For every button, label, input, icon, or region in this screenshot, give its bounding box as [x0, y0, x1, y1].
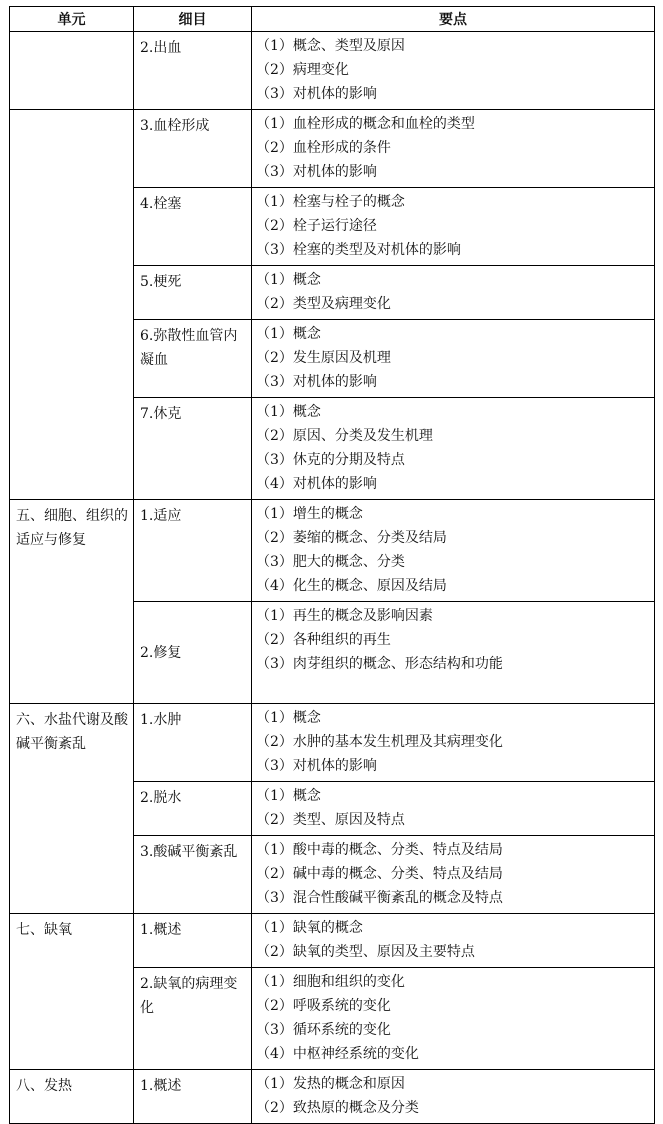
item-label: 2.脱水 — [140, 790, 182, 806]
point-line: （2）原因、分类及发生机理 — [256, 428, 433, 444]
point-line: （2）类型、原因及特点 — [256, 812, 405, 828]
point-line: （3）肉芽组织的概念、形态结构和功能 — [256, 656, 503, 672]
point-line: （2）病理变化 — [256, 62, 349, 78]
unit-label: 七、缺氧 — [16, 922, 72, 938]
point-line: （1）酸中毒的概念、分类、特点及结局 — [256, 842, 503, 858]
item-label: 6.弥散性血管内凝血 — [140, 328, 238, 368]
point-line: （1）缺氧的概念 — [256, 920, 363, 936]
item-cell — [134, 320, 252, 398]
table-row — [10, 500, 655, 602]
points-cell — [252, 836, 655, 914]
item-cell — [134, 500, 252, 602]
point-line — [256, 676, 654, 700]
points-cell — [252, 110, 655, 188]
point-line: （2）呼吸系统的变化 — [256, 998, 391, 1014]
point-line: （1）血栓形成的概念和血栓的类型 — [256, 116, 475, 132]
item-label: 2.出血 — [140, 40, 182, 56]
item-cell — [134, 188, 252, 266]
header-points: 要点 — [252, 7, 655, 32]
table-row — [10, 914, 655, 968]
point-line: （1）栓塞与栓子的概念 — [256, 194, 405, 210]
point-line: （3）对机体的影响 — [256, 164, 377, 180]
point-line: （4）对机体的影响 — [256, 476, 377, 492]
points-cell — [252, 320, 655, 398]
points-cell — [252, 782, 655, 836]
points-cell — [252, 704, 655, 782]
item-label: 1.概述 — [140, 922, 182, 938]
point-line: （1）概念、类型及原因 — [256, 38, 405, 54]
point-line: （1）再生的概念及影响因素 — [256, 608, 433, 624]
point-line: （2）致热原的概念及分类 — [256, 1100, 419, 1116]
point-line: （1）概念 — [256, 710, 321, 726]
item-cell — [134, 266, 252, 320]
points-cell — [252, 1070, 655, 1124]
point-line: （2）血栓形成的条件 — [256, 140, 391, 156]
table-body — [10, 32, 655, 1124]
unit-cell — [10, 32, 134, 110]
unit-label: 八、发热 — [16, 1078, 72, 1094]
header-unit: 单元 — [10, 7, 134, 32]
table-header-row — [10, 7, 655, 32]
item-label: 1.概述 — [140, 1078, 182, 1094]
table-row — [10, 32, 655, 110]
point-line: （2）碱中毒的概念、分类、特点及结局 — [256, 866, 503, 882]
unit-cell — [10, 500, 134, 704]
point-line: （1）增生的概念 — [256, 506, 363, 522]
point-line: （1）细胞和组织的变化 — [256, 974, 405, 990]
item-label: 5.梗死 — [140, 274, 182, 290]
item-cell — [134, 602, 252, 704]
point-line: （3）循环系统的变化 — [256, 1022, 391, 1038]
item-label: 3.血栓形成 — [140, 118, 210, 134]
unit-cell — [10, 914, 134, 1070]
item-cell — [134, 398, 252, 500]
item-label: 7.休克 — [140, 406, 182, 422]
item-label: 2.修复 — [140, 644, 182, 661]
point-line: （3）栓塞的类型及对机体的影响 — [256, 242, 461, 258]
unit-cell — [10, 704, 134, 914]
point-line: （1）概念 — [256, 788, 321, 804]
points-cell — [252, 188, 655, 266]
point-line: （3）对机体的影响 — [256, 758, 377, 774]
unit-label: 五、细胞、组织的适应与修复 — [16, 508, 128, 548]
point-line: （3）对机体的影响 — [256, 86, 377, 102]
item-cell — [134, 32, 252, 110]
points-cell — [252, 968, 655, 1070]
item-cell — [134, 704, 252, 782]
point-line: （2）栓子运行途径 — [256, 218, 377, 234]
item-cell — [134, 836, 252, 914]
item-cell — [134, 782, 252, 836]
item-cell — [134, 110, 252, 188]
header-item: 细目 — [134, 7, 252, 32]
unit-cell — [10, 1070, 134, 1124]
point-line: （1）发热的概念和原因 — [256, 1076, 405, 1092]
item-cell — [134, 914, 252, 968]
item-label: 2.缺氧的病理变化 — [140, 976, 238, 1016]
points-cell — [252, 914, 655, 968]
point-line: （3）肥大的概念、分类 — [256, 554, 405, 570]
item-label: 1.适应 — [140, 508, 182, 524]
point-line: （3）对机体的影响 — [256, 374, 377, 390]
point-line: （4）中枢神经系统的变化 — [256, 1046, 419, 1062]
point-line: （2）水肿的基本发生机理及其病理变化 — [256, 734, 503, 750]
point-line: （3）休克的分期及特点 — [256, 452, 405, 468]
point-line: （2）萎缩的概念、分类及结局 — [256, 530, 447, 546]
table-row — [10, 110, 655, 188]
points-cell — [252, 266, 655, 320]
points-cell — [252, 32, 655, 110]
point-line: （2）缺氧的类型、原因及主要特点 — [256, 944, 475, 960]
point-line: （1）概念 — [256, 404, 321, 420]
table-row — [10, 704, 655, 782]
item-cell — [134, 968, 252, 1070]
unit-label: 六、水盐代谢及酸碱平衡紊乱 — [16, 712, 128, 752]
point-line: （2）发生原因及机理 — [256, 350, 391, 366]
syllabus-table — [9, 6, 655, 1124]
table-row — [10, 1070, 655, 1124]
item-label: 1.水肿 — [140, 712, 182, 728]
point-line: （1）概念 — [256, 272, 321, 288]
points-cell — [252, 500, 655, 602]
point-line: （3）混合性酸碱平衡紊乱的概念及特点 — [256, 890, 503, 906]
item-label: 3.酸碱平衡紊乱 — [140, 844, 238, 860]
points-cell — [252, 398, 655, 500]
point-line: （2）各种组织的再生 — [256, 632, 391, 648]
point-line: （4）化生的概念、原因及结局 — [256, 578, 447, 594]
points-cell — [252, 602, 655, 704]
unit-cell — [10, 110, 134, 500]
item-cell — [134, 1070, 252, 1124]
point-line: （1）概念 — [256, 326, 321, 342]
point-line: （2）类型及病理变化 — [256, 296, 391, 312]
item-label: 4.栓塞 — [140, 196, 182, 212]
